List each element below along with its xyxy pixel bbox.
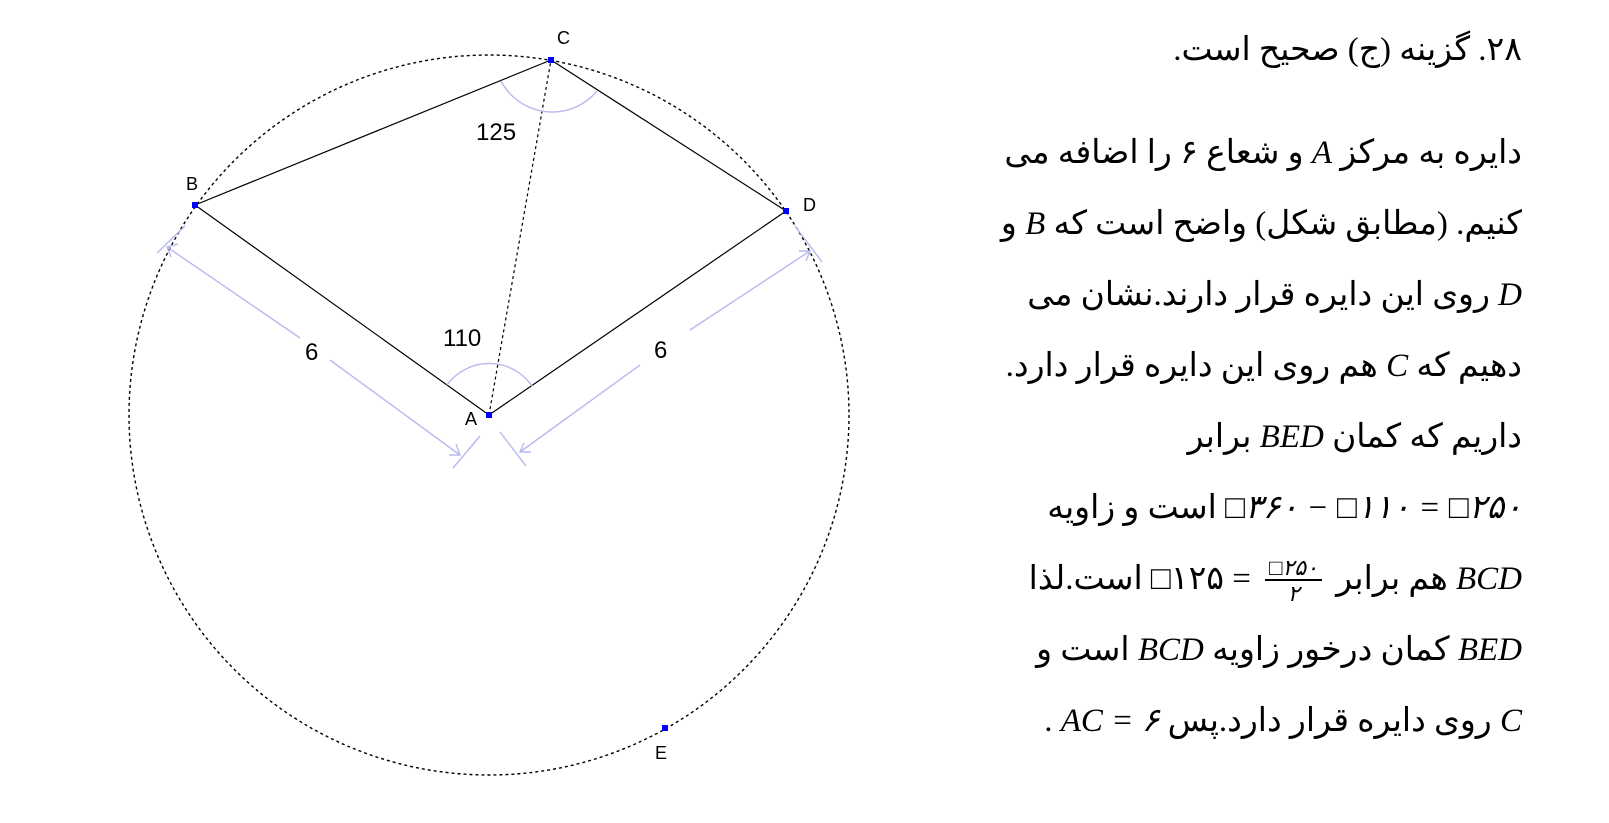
math-d: D <box>1498 277 1522 313</box>
label-d: D <box>803 195 816 215</box>
solution-line-3 <box>930 260 1522 331</box>
math-c: C <box>1386 348 1409 384</box>
line-text: داریم که کمان <box>1323 419 1522 455</box>
line-text: دایره به مرکز <box>1332 135 1522 171</box>
math-bcd: BCD <box>1456 561 1522 597</box>
math-bed: BED <box>1457 632 1522 668</box>
line-text: = ۱۲۵□ است.لذا <box>1028 561 1260 597</box>
solution-line-9 <box>930 686 1522 757</box>
solution-line-4 <box>930 331 1522 402</box>
line-text: . <box>1044 703 1061 739</box>
angle-label-c: 125 <box>476 119 517 146</box>
line-text: و شعاع ۶ را اضافه می <box>1004 135 1312 171</box>
line-text: هم روی این دایره قرار دارد. <box>1005 348 1387 384</box>
solution-line-7 <box>930 544 1522 615</box>
math-ac-equation: AC = ۶ <box>1060 703 1160 739</box>
segment-ab <box>195 205 489 415</box>
line-text: و <box>1000 206 1026 242</box>
line-text: دهیم که <box>1408 348 1522 384</box>
angle-label-a: 110 <box>443 325 482 352</box>
label-a: A <box>465 409 478 429</box>
dimension-ab <box>157 226 480 468</box>
line-text: روی دایره قرار دارد.پس <box>1159 703 1500 739</box>
solution-line-1 <box>930 118 1522 189</box>
fraction-numerator: ۲۵۰□ <box>1265 557 1322 581</box>
length-label-ad: 6 <box>654 337 668 364</box>
math-c: C <box>1499 703 1522 739</box>
point-b <box>192 202 198 208</box>
math-equation: ۲۵۰□ = ۱۱۰□ − ۳۶۰□ <box>1225 490 1522 526</box>
solution-line-5 <box>930 402 1522 473</box>
solution-line-2 <box>930 189 1522 260</box>
math-b: B <box>1025 206 1046 242</box>
line-text: کنیم. (مطابق شکل) واضح است که <box>1045 206 1522 242</box>
segment-ad <box>489 211 786 415</box>
point-c <box>548 57 554 63</box>
line-text: است و زاویه <box>1047 490 1226 526</box>
length-label-ab: 6 <box>305 339 319 366</box>
line-text: است و <box>1036 632 1138 668</box>
point-e <box>662 725 668 731</box>
solution-line-8 <box>930 615 1522 686</box>
line-text: برابر <box>1187 419 1260 455</box>
label-e: E <box>655 743 668 763</box>
point-a <box>486 412 492 418</box>
fraction-denominator: ۲ <box>1287 581 1300 607</box>
fraction <box>1265 557 1322 605</box>
math-bed: BED <box>1259 419 1324 455</box>
line-text: هم برابر <box>1327 561 1456 597</box>
angle-arc-a <box>447 363 532 386</box>
segment-ac <box>489 60 551 415</box>
line-text: کمان درخور زاویه <box>1203 632 1458 668</box>
label-b: B <box>186 174 199 194</box>
solution-title: ۲۸. گزینه (ج) صحیح است. <box>1173 32 1522 68</box>
label-c: C <box>557 28 570 48</box>
math-bcd: BCD <box>1137 632 1204 668</box>
point-d <box>783 208 789 214</box>
angle-arc-c <box>501 81 597 112</box>
segment-cd <box>551 60 786 211</box>
math-a: A <box>1311 135 1333 171</box>
solution-line-6 <box>930 473 1522 544</box>
line-text: روی این دایره قرار دارند.نشان می <box>1027 277 1499 313</box>
solution-text <box>930 18 1522 757</box>
